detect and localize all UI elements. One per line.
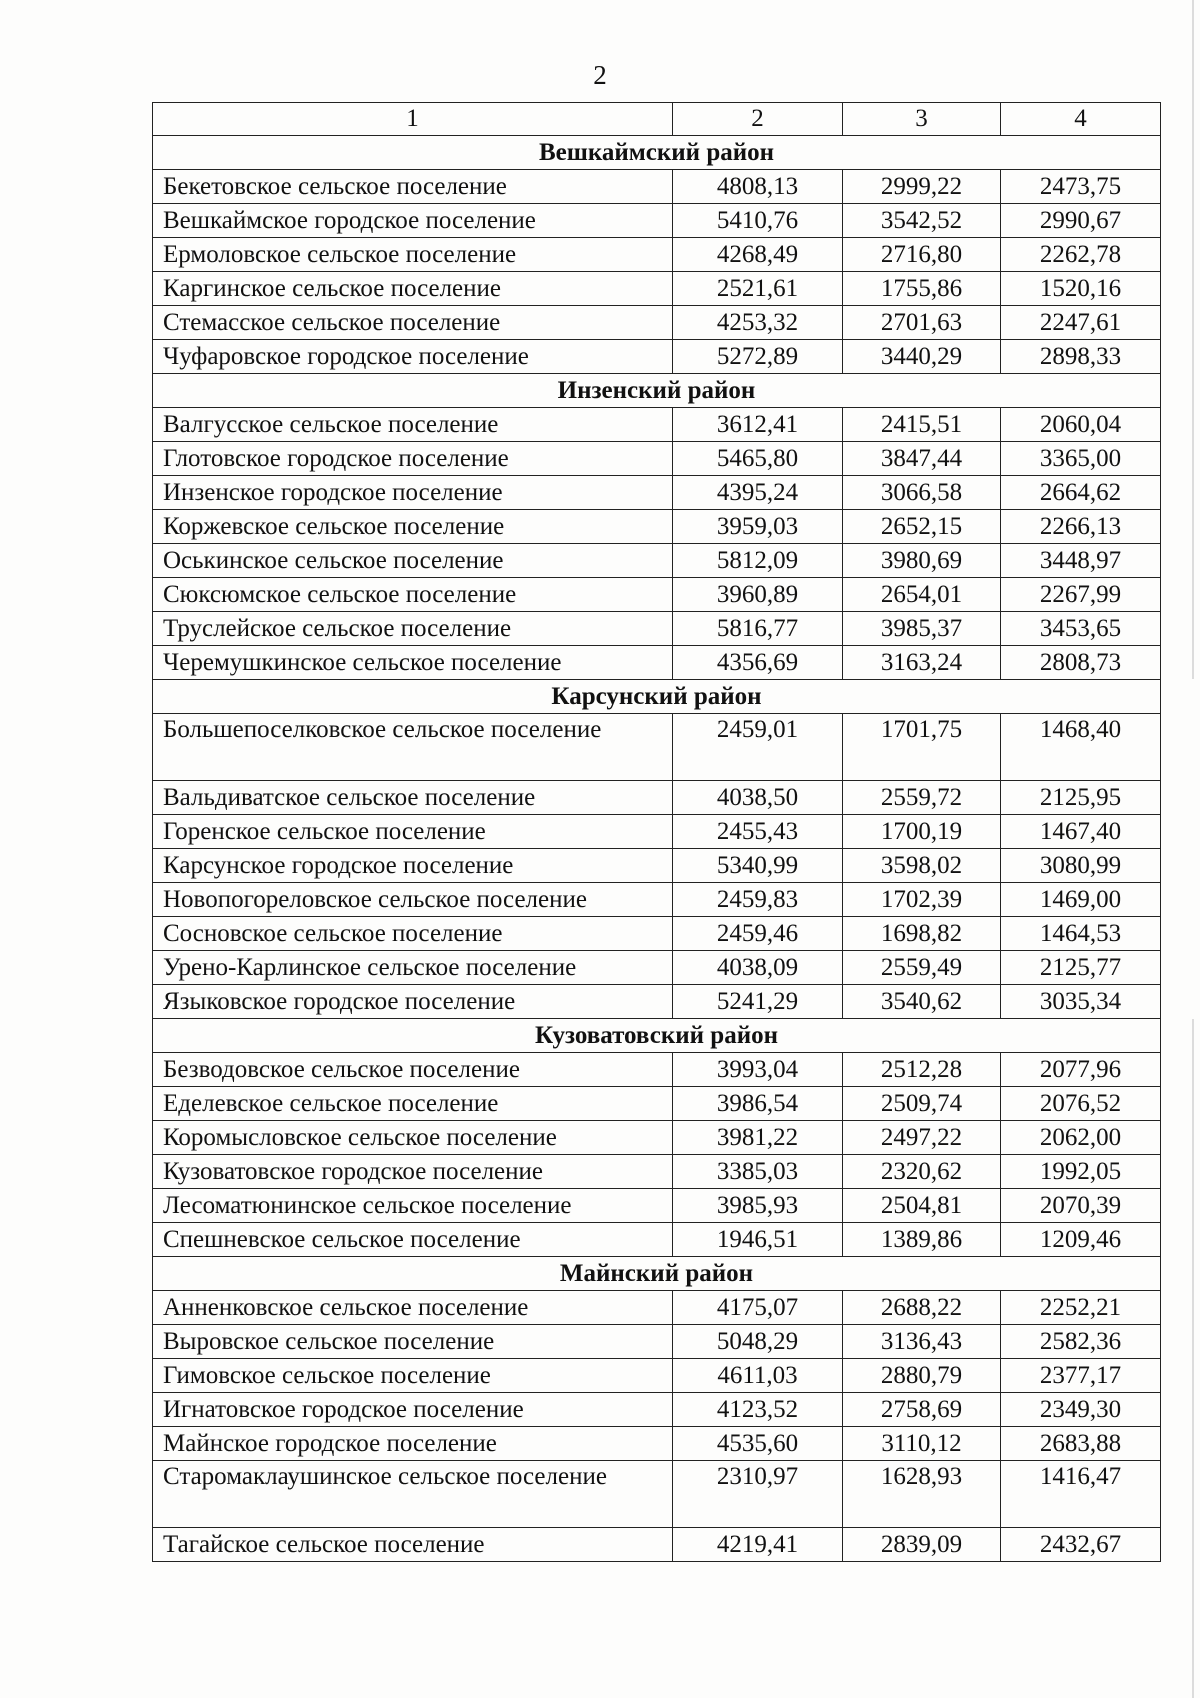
value-col-3: 3540,62 [843, 985, 1001, 1019]
value-col-2: 2459,46 [673, 917, 843, 951]
value-col-4: 2060,04 [1001, 408, 1161, 442]
value-col-4: 2582,36 [1001, 1325, 1161, 1359]
district-title: Майнский район [153, 1257, 1161, 1291]
value-col-3: 3163,24 [843, 646, 1001, 680]
value-col-4: 2808,73 [1001, 646, 1161, 680]
table-row [153, 204, 1161, 238]
value-col-2: 3959,03 [673, 510, 843, 544]
settlement-name: Коржевское сельское поселение [153, 510, 673, 544]
value-col-2: 3960,89 [673, 578, 843, 612]
value-col-2: 5340,99 [673, 849, 843, 883]
value-col-2: 3981,22 [673, 1121, 843, 1155]
table-row [153, 1393, 1161, 1427]
district-title: Кузоватовский район [153, 1019, 1161, 1053]
value-col-2: 2521,61 [673, 272, 843, 306]
column-header-1: 1 [153, 103, 673, 136]
value-col-2: 3986,54 [673, 1087, 843, 1121]
value-col-4: 1468,40 [1001, 714, 1161, 781]
settlements-table [152, 102, 1161, 1562]
value-col-2: 3985,93 [673, 1189, 843, 1223]
value-col-3: 2999,22 [843, 170, 1001, 204]
settlement-name: Коромысловское сельское поселение [153, 1121, 673, 1155]
value-col-3: 3440,29 [843, 340, 1001, 374]
value-col-3: 2716,80 [843, 238, 1001, 272]
district-title: Вешкаймский район [153, 136, 1161, 170]
value-col-4: 2076,52 [1001, 1087, 1161, 1121]
value-col-2: 3385,03 [673, 1155, 843, 1189]
table-row [153, 985, 1161, 1019]
table-row [153, 1189, 1161, 1223]
settlement-name: Урено-Карлинское сельское поселение [153, 951, 673, 985]
value-col-3: 1755,86 [843, 272, 1001, 306]
value-col-3: 2839,09 [843, 1528, 1001, 1562]
value-col-3: 2880,79 [843, 1359, 1001, 1393]
table-row [153, 1155, 1161, 1189]
table-row [153, 883, 1161, 917]
value-col-3: 2654,01 [843, 578, 1001, 612]
value-col-2: 4038,09 [673, 951, 843, 985]
value-col-3: 3542,52 [843, 204, 1001, 238]
scan-edge-mark [1192, 0, 1194, 1698]
table-row [153, 646, 1161, 680]
value-col-4: 3080,99 [1001, 849, 1161, 883]
table-row [153, 1087, 1161, 1121]
value-col-2: 4395,24 [673, 476, 843, 510]
value-col-2: 2455,43 [673, 815, 843, 849]
value-col-4: 1467,40 [1001, 815, 1161, 849]
settlement-name: Ермоловское сельское поселение [153, 238, 673, 272]
table-row [153, 340, 1161, 374]
value-col-2: 4535,60 [673, 1427, 843, 1461]
value-col-4: 2266,13 [1001, 510, 1161, 544]
settlement-name: Глотовское городское поселение [153, 442, 673, 476]
settlement-name: Оськинское сельское поселение [153, 544, 673, 578]
value-col-2: 5812,09 [673, 544, 843, 578]
table-row [153, 1325, 1161, 1359]
value-col-4: 2990,67 [1001, 204, 1161, 238]
value-col-2: 2459,01 [673, 714, 843, 781]
settlement-name: Каргинское сельское поселение [153, 272, 673, 306]
settlement-name: Сюксюмское сельское поселение [153, 578, 673, 612]
table-row [153, 1121, 1161, 1155]
value-col-4: 2473,75 [1001, 170, 1161, 204]
district-header-row [153, 136, 1161, 170]
table-row [153, 544, 1161, 578]
value-col-4: 2267,99 [1001, 578, 1161, 612]
settlement-name: Гимовское сельское поселение [153, 1359, 673, 1393]
value-col-2: 4611,03 [673, 1359, 843, 1393]
settlement-name: Анненковское сельское поселение [153, 1291, 673, 1325]
value-col-3: 2652,15 [843, 510, 1001, 544]
page-number: 2 [593, 60, 607, 90]
value-col-4: 2683,88 [1001, 1427, 1161, 1461]
district-header-row [153, 374, 1161, 408]
settlement-name: Игнатовское городское поселение [153, 1393, 673, 1427]
value-col-4: 2664,62 [1001, 476, 1161, 510]
value-col-4: 2077,96 [1001, 1053, 1161, 1087]
value-col-2: 4175,07 [673, 1291, 843, 1325]
settlement-name: Стемасское сельское поселение [153, 306, 673, 340]
value-col-2: 5272,89 [673, 340, 843, 374]
value-col-3: 2701,63 [843, 306, 1001, 340]
value-col-2: 3612,41 [673, 408, 843, 442]
value-col-2: 4123,52 [673, 1393, 843, 1427]
column-header-4: 4 [1001, 103, 1161, 136]
value-col-3: 2415,51 [843, 408, 1001, 442]
value-col-3: 3136,43 [843, 1325, 1001, 1359]
value-col-3: 1700,19 [843, 815, 1001, 849]
value-col-4: 1416,47 [1001, 1461, 1161, 1528]
table-row [153, 1359, 1161, 1393]
value-col-3: 1698,82 [843, 917, 1001, 951]
settlement-name: Большепоселковское сельское поселение [153, 714, 673, 781]
value-col-3: 3980,69 [843, 544, 1001, 578]
table-row [153, 238, 1161, 272]
settlement-name: Карсунское городское поселение [153, 849, 673, 883]
value-col-2: 2459,83 [673, 883, 843, 917]
value-col-4: 2349,30 [1001, 1393, 1161, 1427]
value-col-2: 5048,29 [673, 1325, 843, 1359]
table-row [153, 1291, 1161, 1325]
settlement-name: Тагайское сельское поселение [153, 1528, 673, 1562]
value-col-2: 4268,49 [673, 238, 843, 272]
value-col-4: 1464,53 [1001, 917, 1161, 951]
settlement-name: Чуфаровское городское поселение [153, 340, 673, 374]
value-col-2: 5241,29 [673, 985, 843, 1019]
value-col-3: 2688,22 [843, 1291, 1001, 1325]
table-row [153, 272, 1161, 306]
settlement-name: Еделевское сельское поселение [153, 1087, 673, 1121]
value-col-4: 1209,46 [1001, 1223, 1161, 1257]
settlement-name: Спешневское сельское поселение [153, 1223, 673, 1257]
value-col-3: 2512,28 [843, 1053, 1001, 1087]
value-col-3: 3066,58 [843, 476, 1001, 510]
table-row [153, 578, 1161, 612]
settlements-table-body [153, 103, 1161, 1562]
value-col-4: 3035,34 [1001, 985, 1161, 1019]
settlement-name: Майнское городское поселение [153, 1427, 673, 1461]
settlement-name: Кузоватовское городское поселение [153, 1155, 673, 1189]
table-row [153, 1427, 1161, 1461]
table-row [153, 714, 1161, 781]
table-row [153, 170, 1161, 204]
value-col-3: 2504,81 [843, 1189, 1001, 1223]
district-header-row [153, 680, 1161, 714]
value-col-2: 4219,41 [673, 1528, 843, 1562]
table-row [153, 951, 1161, 985]
settlement-name: Лесоматюнинское сельское поселение [153, 1189, 673, 1223]
value-col-4: 2125,77 [1001, 951, 1161, 985]
table-row [153, 1461, 1161, 1528]
settlement-name: Новопогореловское сельское поселение [153, 883, 673, 917]
value-col-4: 1520,16 [1001, 272, 1161, 306]
value-col-4: 2247,61 [1001, 306, 1161, 340]
value-col-4: 2070,39 [1001, 1189, 1161, 1223]
value-col-2: 5465,80 [673, 442, 843, 476]
settlement-name: Черемушкинское сельское поселение [153, 646, 673, 680]
value-col-3: 1701,75 [843, 714, 1001, 781]
value-col-2: 5816,77 [673, 612, 843, 646]
district-header-row [153, 1257, 1161, 1291]
value-col-2: 4356,69 [673, 646, 843, 680]
value-col-4: 2062,00 [1001, 1121, 1161, 1155]
settlement-name: Языковское городское поселение [153, 985, 673, 1019]
value-col-4: 2432,67 [1001, 1528, 1161, 1562]
column-header-2: 2 [673, 103, 843, 136]
value-col-3: 3110,12 [843, 1427, 1001, 1461]
settlement-name: Безводовское сельское поселение [153, 1053, 673, 1087]
table-row [153, 1223, 1161, 1257]
value-col-4: 1992,05 [1001, 1155, 1161, 1189]
table-row [153, 1053, 1161, 1087]
value-col-4: 2898,33 [1001, 340, 1161, 374]
value-col-3: 2497,22 [843, 1121, 1001, 1155]
value-col-3: 1389,86 [843, 1223, 1001, 1257]
table-row [153, 1528, 1161, 1562]
value-col-4: 3453,65 [1001, 612, 1161, 646]
value-col-2: 2310,97 [673, 1461, 843, 1528]
settlement-name: Сосновское сельское поселение [153, 917, 673, 951]
column-header-row [153, 103, 1161, 136]
value-col-4: 2262,78 [1001, 238, 1161, 272]
district-title: Инзенский район [153, 374, 1161, 408]
value-col-2: 1946,51 [673, 1223, 843, 1257]
settlement-name: Валгусское сельское поселение [153, 408, 673, 442]
table-row [153, 306, 1161, 340]
value-col-3: 3985,37 [843, 612, 1001, 646]
table-row [153, 408, 1161, 442]
value-col-4: 2252,21 [1001, 1291, 1161, 1325]
district-header-row [153, 1019, 1161, 1053]
value-col-4: 2377,17 [1001, 1359, 1161, 1393]
value-col-4: 3448,97 [1001, 544, 1161, 578]
table-row [153, 510, 1161, 544]
value-col-4: 1469,00 [1001, 883, 1161, 917]
table-row [153, 442, 1161, 476]
value-col-2: 4808,13 [673, 170, 843, 204]
settlement-name: Вешкаймское городское поселение [153, 204, 673, 238]
value-col-3: 2559,49 [843, 951, 1001, 985]
table-row [153, 781, 1161, 815]
value-col-3: 2758,69 [843, 1393, 1001, 1427]
value-col-3: 1628,93 [843, 1461, 1001, 1528]
value-col-2: 3993,04 [673, 1053, 843, 1087]
column-header-3: 3 [843, 103, 1001, 136]
table-row [153, 815, 1161, 849]
value-col-4: 2125,95 [1001, 781, 1161, 815]
value-col-3: 2320,62 [843, 1155, 1001, 1189]
value-col-2: 4253,32 [673, 306, 843, 340]
table-row [153, 917, 1161, 951]
settlement-name: Бекетовское сельское поселение [153, 170, 673, 204]
settlement-name: Горенское сельское поселение [153, 815, 673, 849]
settlement-name: Старомаклаушинское сельское поселение [153, 1461, 673, 1528]
value-col-3: 3847,44 [843, 442, 1001, 476]
settlement-name: Вальдиватское сельское поселение [153, 781, 673, 815]
settlement-name: Инзенское городское поселение [153, 476, 673, 510]
district-title: Карсунский район [153, 680, 1161, 714]
value-col-3: 3598,02 [843, 849, 1001, 883]
value-col-3: 1702,39 [843, 883, 1001, 917]
table-row [153, 476, 1161, 510]
value-col-4: 3365,00 [1001, 442, 1161, 476]
table-row [153, 849, 1161, 883]
settlement-name: Труслейское сельское поселение [153, 612, 673, 646]
value-col-2: 4038,50 [673, 781, 843, 815]
value-col-2: 5410,76 [673, 204, 843, 238]
table-row [153, 612, 1161, 646]
value-col-3: 2559,72 [843, 781, 1001, 815]
value-col-3: 2509,74 [843, 1087, 1001, 1121]
settlement-name: Выровское сельское поселение [153, 1325, 673, 1359]
